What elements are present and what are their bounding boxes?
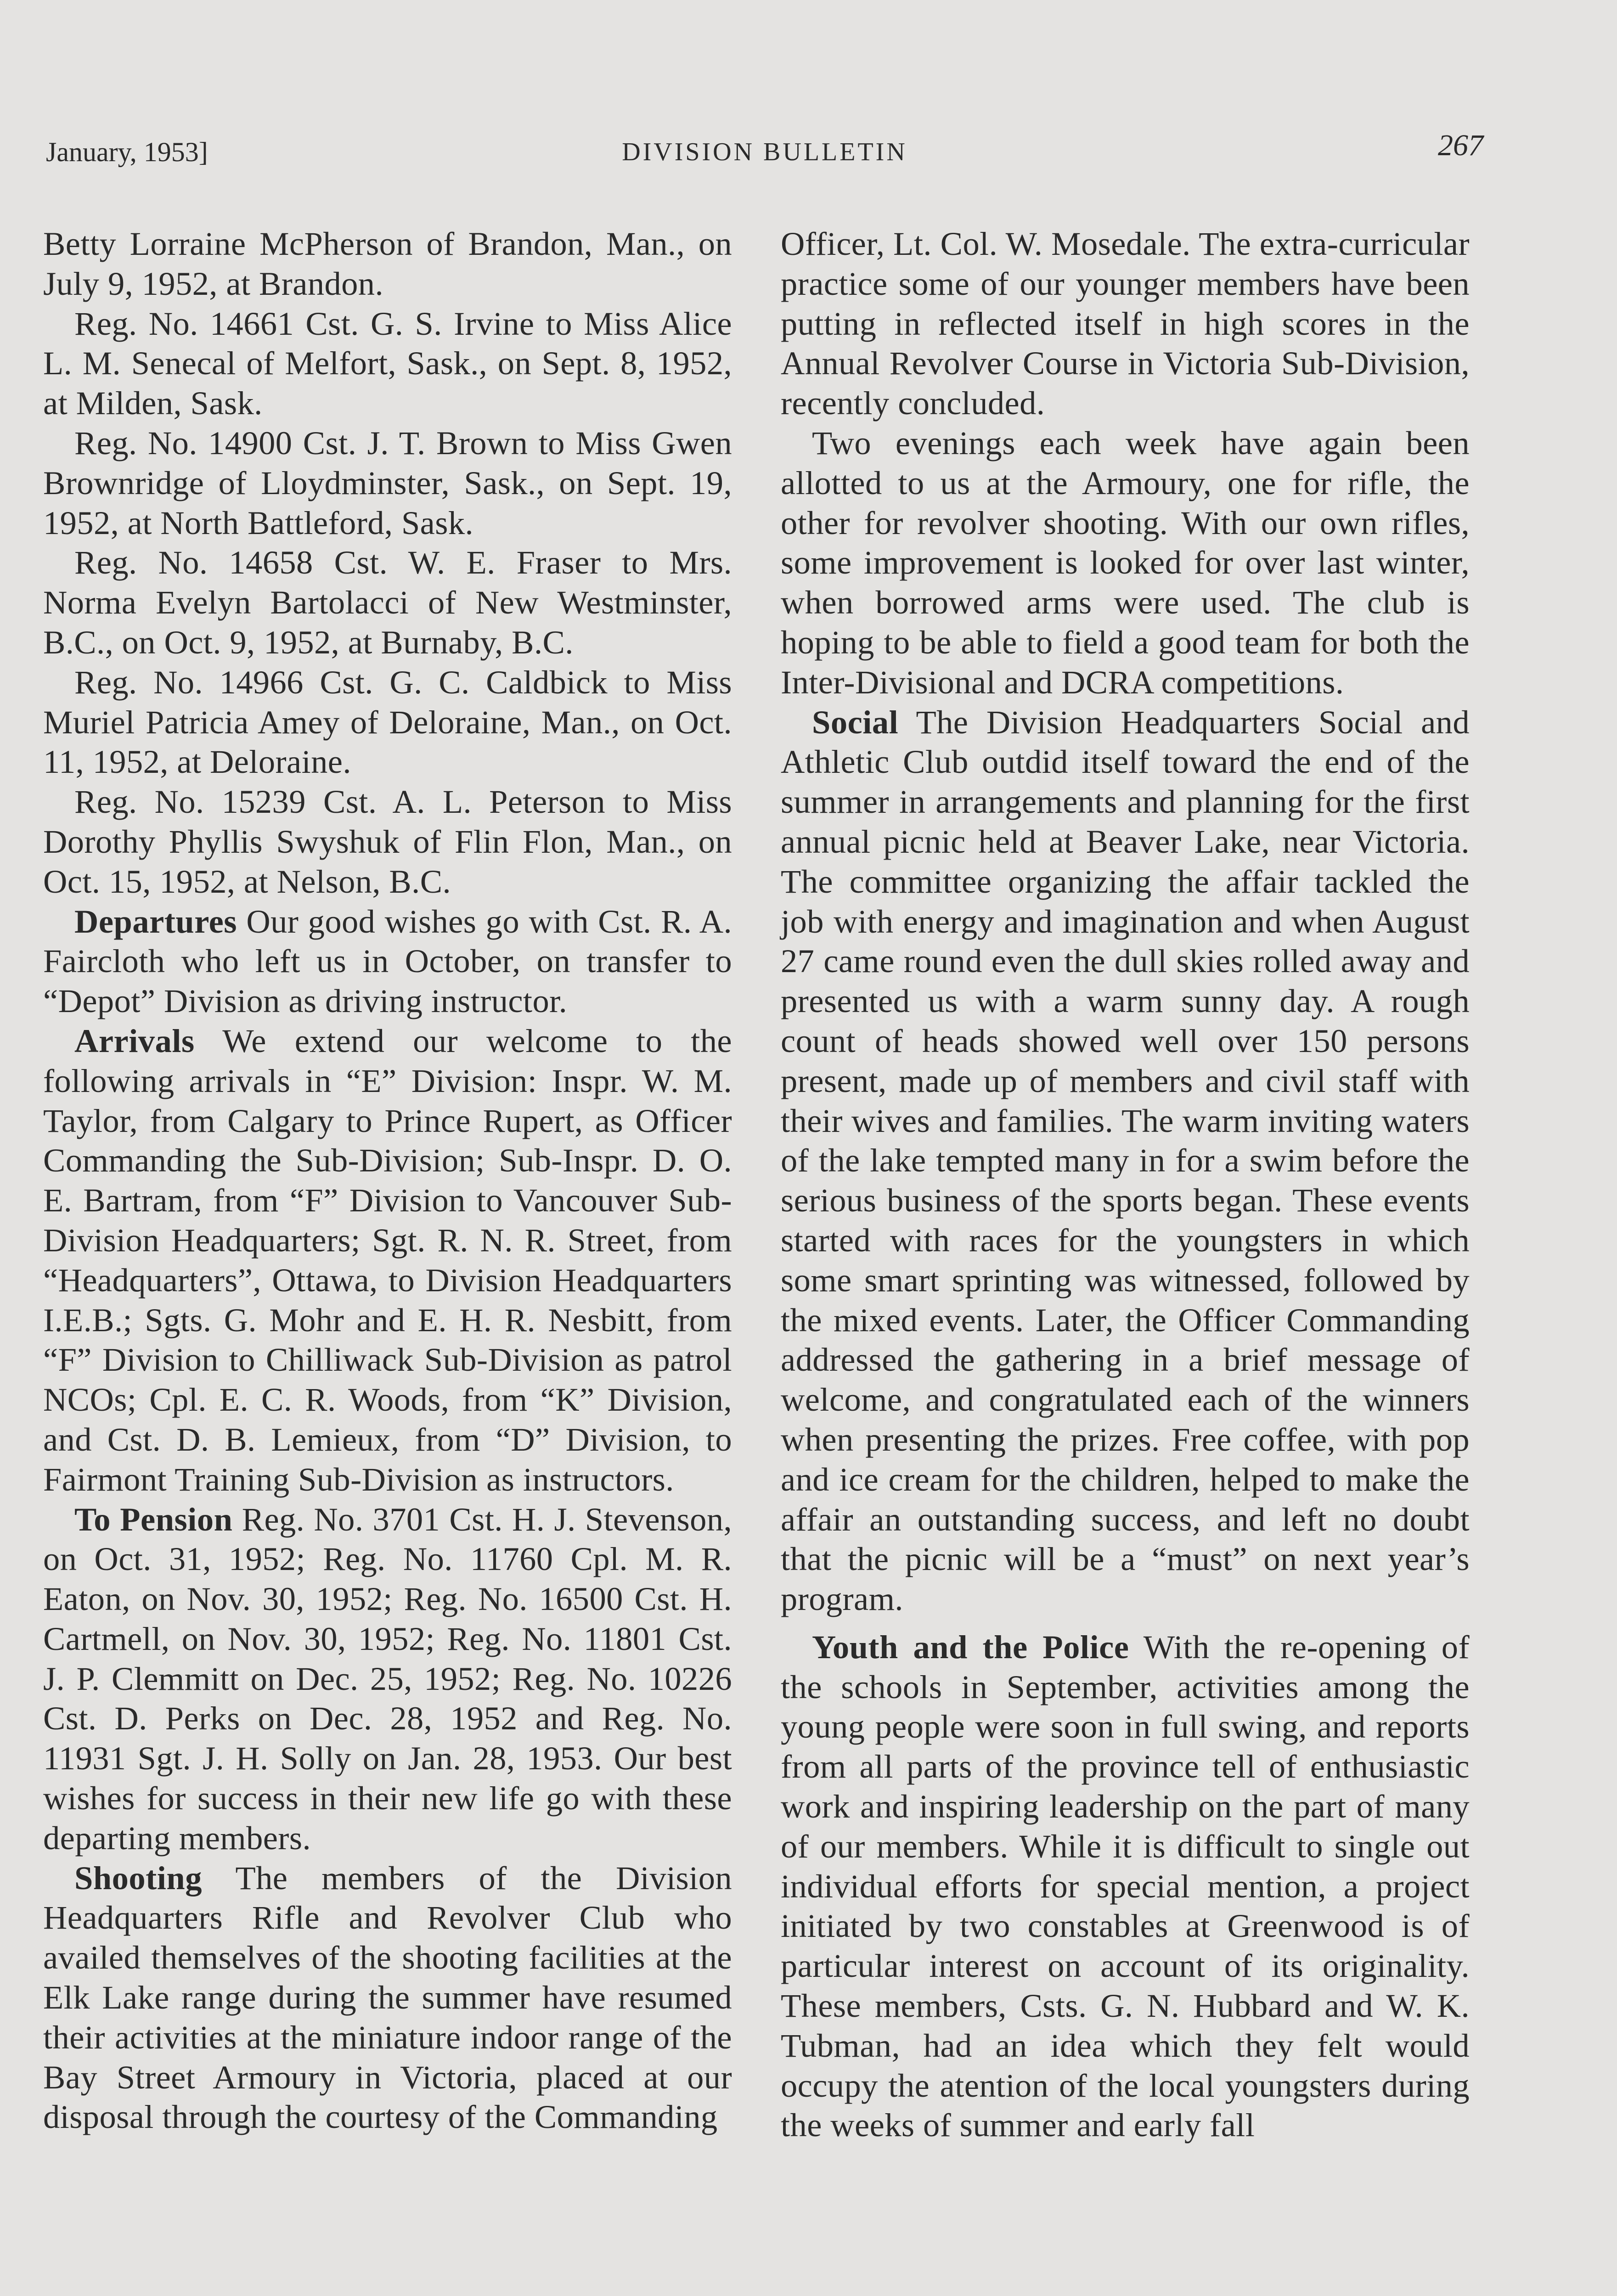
paragraph-text: We extend our welcome to the following arrivals in “E” Division: Inspr. W. M. Taylor, from Calgary to Prince Rupert, as Officer Commanding the Sub-Division; Sub-Inspr. D. O. E. Bartram, from “F” Division to Vancouver Sub-Division Headquarters; Sgt. R. N. R. Street, from “Headquarters”, Ottawa, to Division Headquarters I.E.B.; Sgts. G. Mohr and E. H. R. Nesbitt, from “F” Division to Chilliwack Sub-Division as patrol NCOs; Cpl. E. C. R. Woods, from “K” Division, and Cst. D. B. Lemieux, from “D” Division, to Fairmont Training Sub-Division as instructors. <box>43 1022 732 1498</box>
paragraph <box>43 1858 732 2138</box>
paragraph <box>43 423 732 543</box>
paragraph <box>43 304 732 423</box>
paragraph-text: Reg. No. 14966 Cst. G. C. Caldbick to Miss Muriel Patricia Amey of Deloraine, Man., on Oct. 11, 1952, at Deloraine. <box>43 663 732 781</box>
paragraph-text: Betty Lorraine McPherson of Brandon, Man., on July 9, 1952, at Brandon. <box>43 225 732 302</box>
section-heading: Shooting <box>74 1859 202 1896</box>
paragraph-text: Reg. No. 15239 Cst. A. L. Peterson to Miss Dorothy Phyllis Swyshuk of Flin Flon, Man., on Oct. 15, 1952, at Nelson, B.C. <box>43 783 732 900</box>
paragraph <box>43 543 732 662</box>
paragraph <box>43 1500 732 1858</box>
paragraph <box>43 1021 732 1500</box>
right-column <box>781 224 1470 2145</box>
paragraph <box>781 703 1470 1619</box>
paragraph-text: The Division Headquarters Social and Athletic Club outdid itself toward the end of the summer in arrangements and planning for the first annual picnic held at Beaver Lake, near Victoria. The committee organizing the affair tackled the job with energy and imagination and when August 27 came round even the dull skies rolled away and presented us with a warm sunny day. A rough count of heads showed well over 150 persons present, made up of members and civil staff with their wives and families. The warm inviting waters of the lake tempted many in for a swim before the serious business of the sports began. These events started with races for the youngsters in which some smart sprinting was witnessed, followed by the mixed events. Later, the Officer Commanding addressed the gathering in a brief message of welcome, and congratulated each of the winners when presenting the prizes. Free coffee, with pop and ice cream for the children, helped to make the affair an outstanding success, and left no doubt that the picnic will be a “must” on next year’s program. <box>781 703 1470 1618</box>
paragraph <box>43 224 732 304</box>
section-heading: Departures <box>74 902 237 940</box>
section-heading: Arrivals <box>74 1022 195 1059</box>
page-number: 267 <box>1438 129 1483 162</box>
paragraph-text: Our good wishes go with Cst. R. A. Faircloth who left us in October, on transfer to “Depot” Division as driving instructor. <box>43 902 732 1020</box>
section-heading: Social <box>812 703 899 741</box>
paragraph-text: Reg. No. 3701 Cst. H. J. Stevenson, on Oct. 31, 1952; Reg. No. 11760 Cpl. M. R. Eaton, on Nov. 30, 1952; Reg. No. 16500 Cst. H. Cartmell, on Nov. 30, 1952; Reg. No. 11801 Cst. J. P. Clemmitt on Dec. 25, 1952; Reg. No. 10226 Cst. D. Perks on Dec. 28, 1952 and Reg. No. 11931 Sgt. J. H. Solly on Jan. 28, 1953. Our best wishes for success in their new life go with these departing members. <box>43 1500 732 1857</box>
paragraph-text: With the re-opening of the schools in September, activities among the young people were soon in full swing, and reports from all parts of the province tell of enthusiastic work and inspiring leadership on the part of many of our members. While it is difficult to single out individual efforts for special mention, a project initiated by two constables at Greenwood is of particular interest on account of its originality. These members, Csts. G. N. Hubbard and W. K. Tubman, had an idea which they felt would occupy the atention of the local youngsters during the weeks of summer and early fall <box>781 1628 1470 2144</box>
paragraph-text: Reg. No. 14658 Cst. W. E. Fraser to Mrs. Norma Evelyn Bartolacci of New Westminster, B.C., on Oct. 9, 1952, at Burnaby, B.C. <box>43 544 732 661</box>
paragraph <box>781 423 1470 703</box>
paragraph-text: Officer, Lt. Col. W. Mosedale. The extra-curricular practice some of our younger members have been putting in reflected itself in high scores in the Annual Revolver Course in Victoria Sub-Division, recently concluded. <box>781 225 1470 422</box>
paragraph-text: The members of the Division Headquarters Rifle and Revolver Club who availed themselves of the shooting facilities at the Elk Lake range during the summer have resumed their activities at the miniature indoor range of the Bay Street Armoury in Victoria, placed at our disposal through the courtesy of the Commanding <box>43 1859 732 2136</box>
header-date: January, 1953] <box>46 137 208 167</box>
paragraph <box>43 782 732 901</box>
paragraph-text: Reg. No. 14900 Cst. J. T. Brown to Miss Gwen Brownridge of Lloydminster, Sask., on Sept. 19, 1952, at North Battleford, Sask. <box>43 424 732 541</box>
section-heading: To Pension <box>74 1500 233 1538</box>
section-heading: Youth and the Police <box>812 1628 1129 1666</box>
paragraph <box>43 902 732 1021</box>
paragraph-text: Two evenings each week have again been allotted to us at the Armoury, one for rifle, the other for revolver shooting. With our own rifles, some improvement is looked for over last winter, when borrowed arms were used. The club is hoping to be able to field a good team for both the Inter-Divisional and DCRA competitions. <box>781 424 1470 701</box>
paragraph-text: Reg. No. 14661 Cst. G. S. Irvine to Miss Alice L. M. Senecal of Melfort, Sask., on Sept. 8, 1952, at Milden, Sask. <box>43 304 732 422</box>
left-column <box>43 224 732 2137</box>
paragraph <box>781 1627 1470 2145</box>
running-header <box>46 131 1483 173</box>
paragraph <box>43 663 732 782</box>
header-title: DIVISION BULLETIN <box>622 138 907 166</box>
paragraph <box>781 224 1470 423</box>
